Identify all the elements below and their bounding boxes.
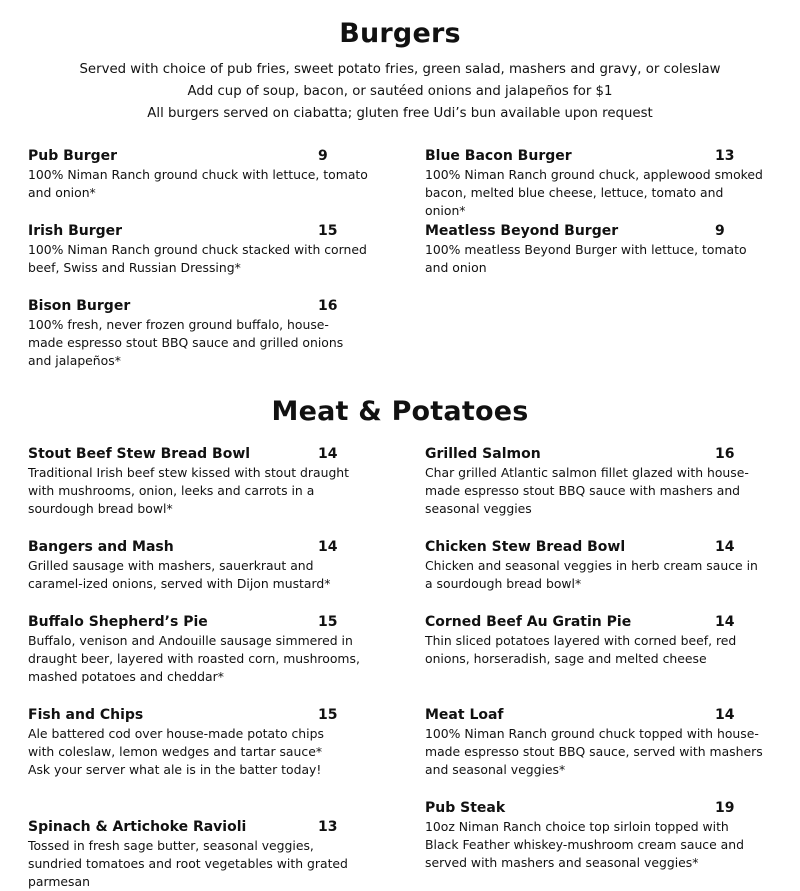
item-name: Buffalo Shepherd’s Pie (28, 614, 208, 630)
item-description: Tossed in fresh sage butter, seasonal veggies, sundried tomatoes and root vegetables with grated parmesan (28, 838, 348, 889)
meat-potatoes-title: Meat & Potatoes (271, 396, 529, 427)
menu-item-stout-beef-stew (28, 446, 368, 518)
burgers-intro (0, 59, 800, 125)
menu-item-blue-bacon-burger (425, 148, 765, 220)
item-name: Spinach & Artichoke Ravioli (28, 819, 247, 835)
item-price: 16 (318, 298, 338, 314)
item-description: Buffalo, venison and Andouille sausage simmered in draught beer, layered with roasted corn, mushrooms, mashed potatoes and cheddar* (28, 633, 360, 684)
item-name: Grilled Salmon (425, 446, 541, 462)
item-price: 14 (715, 614, 735, 630)
item-price: 13 (715, 148, 735, 164)
item-price: 14 (318, 539, 338, 555)
menu-item-bison-burger (28, 298, 368, 370)
menu-item-meatless-beyond-burger (425, 223, 765, 277)
item-description: 100% Niman Ranch ground chuck, applewood smoked bacon, melted blue cheese, lettuce, tomato and onion* (425, 167, 763, 218)
burgers-title: Burgers (339, 18, 461, 49)
item-price: 14 (318, 446, 338, 462)
menu-item-irish-burger (28, 223, 368, 277)
item-note: Ask your server what ale is in the batter today! (28, 762, 322, 777)
menu-item-pub-steak (425, 800, 765, 872)
item-name: Fish and Chips (28, 707, 144, 723)
item-description: 100% Niman Ranch ground chuck stacked with corned beef, Swiss and Russian Dressing* (28, 242, 367, 275)
menu-item-meat-loaf (425, 707, 765, 779)
menu-item-fish-and-chips (28, 707, 368, 779)
menu-item-grilled-salmon (425, 446, 765, 518)
item-name: Meatless Beyond Burger (425, 223, 619, 239)
item-name: Corned Beef Au Gratin Pie (425, 614, 632, 630)
item-description: Traditional Irish beef stew kissed with stout draught with mushrooms, onion, leeks and carrots in a sourdough bread bowl* (28, 465, 350, 516)
item-price: 15 (318, 707, 338, 723)
item-name: Bangers and Mash (28, 539, 174, 555)
menu-item-buffalo-shepherds-pie (28, 614, 368, 686)
intro-line-sides: Served with choice of pub fries, sweet potato fries, green salad, mashers and gravy, or coleslaw (79, 62, 721, 77)
item-description: Chicken and seasonal veggies in herb cream sauce in a sourdough bread bowl* (425, 558, 758, 591)
item-price: 15 (318, 223, 338, 239)
menu-item-chicken-stew (425, 539, 765, 593)
item-description: 100% Niman Ranch ground chuck topped with house-made espresso stout BBQ sauce, served with mashers and seasonal veggies* (425, 726, 763, 777)
item-price: 9 (318, 148, 328, 164)
menu-item-corned-beef-au-gratin (425, 614, 765, 668)
item-name: Stout Beef Stew Bread Bowl (28, 446, 251, 462)
intro-line-bun: All burgers served on ciabatta; gluten free Udi’s bun available upon request (147, 106, 653, 121)
menu-item-pub-burger (28, 148, 368, 202)
item-description: Grilled sausage with mashers, sauerkraut and caramel-ized onions, served with Dijon mustard* (28, 558, 331, 591)
item-name: Meat Loaf (425, 707, 504, 723)
item-name: Pub Burger (28, 148, 118, 164)
item-price: 9 (715, 223, 725, 239)
item-description: Char grilled Atlantic salmon fillet glazed with house-made espresso stout BBQ sauce with mashers and seasonal veggies (425, 465, 749, 516)
item-price: 15 (318, 614, 338, 630)
menu-item-spinach-artichoke-ravioli (28, 819, 368, 891)
item-name: Pub Steak (425, 800, 506, 816)
item-name: Irish Burger (28, 223, 123, 239)
item-price: 19 (715, 800, 735, 816)
item-description: 100% Niman Ranch ground chuck with lettuce, tomato and onion* (28, 167, 368, 200)
item-name: Blue Bacon Burger (425, 148, 572, 164)
item-name: Bison Burger (28, 298, 131, 314)
item-price: 13 (318, 819, 338, 835)
item-description: 100% meatless Beyond Burger with lettuce, tomato and onion (425, 242, 747, 275)
item-price: 14 (715, 539, 735, 555)
item-description: 10oz Niman Ranch choice top sirloin topped with Black Feather whiskey-mushroom cream sauce and served with mashers and seasonal veggies* (425, 819, 744, 870)
menu-item-bangers-and-mash (28, 539, 368, 593)
item-description: Ale battered cod over house-made potato chips with coleslaw, lemon wedges and tartar sauce* (28, 726, 324, 759)
item-price: 16 (715, 446, 735, 462)
item-price: 14 (715, 707, 735, 723)
item-description: Thin sliced potatoes layered with corned beef, red onions, horseradish, sage and melted cheese (425, 633, 737, 666)
item-description: 100% fresh, never frozen ground buffalo, house-made espresso stout BBQ sauce and grilled onions and jalapeños* (28, 317, 344, 368)
item-name: Chicken Stew Bread Bowl (425, 539, 626, 555)
intro-line-addons: Add cup of soup, bacon, or sautéed onions and jalapeños for $1 (187, 84, 613, 99)
